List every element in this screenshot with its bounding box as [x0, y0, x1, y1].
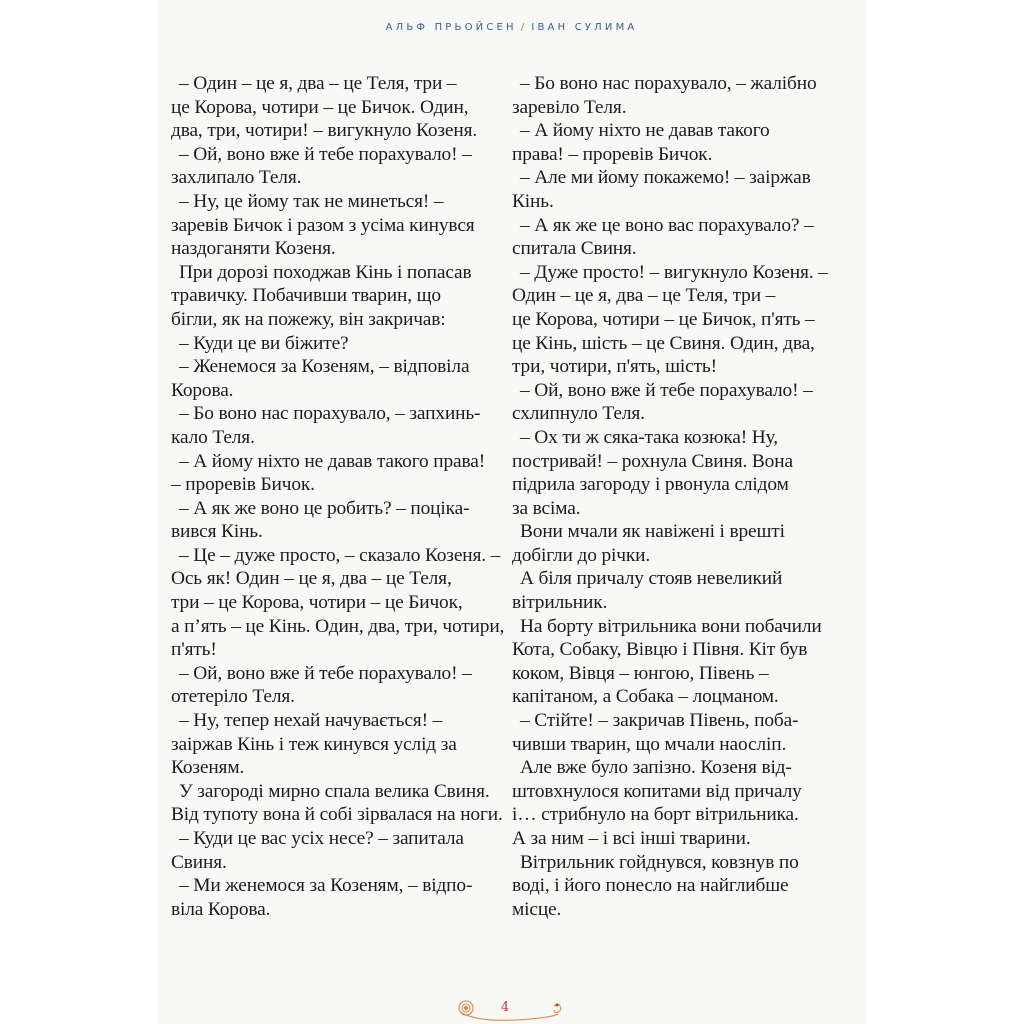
text-line: два, три, чотири! – вигукнуло Козеня.	[171, 120, 478, 142]
text-line: за всіма.	[512, 497, 581, 519]
text-line: На борту вітрильника вони побачили	[520, 615, 822, 637]
text-line: це Кінь, шість – це Свиня. Один, два,	[512, 332, 815, 354]
text-line: схлипнуло Теля.	[512, 403, 645, 425]
text-line: Ось як! Один – це я, два – це Теля,	[171, 568, 452, 590]
text-line: постривай! – рохнула Свиня. Вона	[512, 450, 793, 472]
text-line: – Стійте! – закричав Півень, поба-	[520, 710, 799, 732]
text-line: – Один – це я, два – це Теля, три –	[179, 73, 457, 94]
text-line: це Корова, чотири – це Бичок, п'ять –	[512, 308, 815, 330]
text-line: – Бо воно нас порахувало, – жалібно	[520, 73, 817, 94]
text-line: Але вже було запізно. Козеня від-	[520, 757, 792, 779]
text-line: три – це Корова, чотири – це Бичок,	[171, 592, 463, 614]
text-line: капітаном, а Собака – лоцманом.	[512, 686, 779, 708]
text-line: травичку. Побачивши тварин, що	[171, 285, 441, 307]
text-line: права! – проревів Бичок.	[512, 143, 713, 165]
text-line: Вони мчали як навіжені і врешті	[520, 521, 785, 543]
text-line: – А як же це воно вас порахувало? –	[520, 214, 814, 236]
page-number: 4	[500, 1000, 510, 1015]
page-folio	[157, 996, 866, 1024]
text-line: При дорозі походжав Кінь і попасав	[179, 261, 472, 283]
text-line: отетеріло Теля.	[171, 686, 295, 708]
text-line: спитала Свиня.	[512, 238, 637, 260]
text-line: Кінь.	[512, 190, 554, 212]
text-line: – Ну, це йому так не минеться! –	[179, 190, 444, 212]
text-line: – А йому ніхто не давав такого	[520, 120, 770, 142]
text-line: і… стрибнуло на борт вітрильника.	[512, 804, 799, 826]
text-line: штовхнулося копитами від причалу	[512, 780, 802, 802]
text-line: чивши тварин, що мчали наосліп.	[512, 733, 787, 755]
text-line: – Ой, воно вже й тебе порахувало! –	[179, 143, 472, 165]
text-line: А за ним – і всі інші тварини.	[512, 828, 751, 849]
header-author: АЛЬФ ПРЬОЙСЕН	[385, 22, 517, 33]
text-line: Кота, Собаку, Вівцю і Півня. Кіт був	[512, 639, 808, 661]
text-line: коком, Вівця – юнгою, Півень –	[512, 662, 769, 684]
text-line: бігли, як на пожежу, він закричав:	[171, 308, 446, 330]
text-line: А біля причалу стояв невеликий	[520, 568, 783, 590]
text-line: це Корова, чотири – це Бичок. Один,	[171, 96, 469, 118]
text-line: – А як же воно це робить? – поціка-	[179, 497, 470, 519]
text-line: Корова.	[171, 379, 234, 401]
text-line: кало Теля.	[171, 426, 255, 448]
header-illustrator: ІВАН СУЛИМА	[531, 22, 638, 33]
running-header	[157, 22, 866, 33]
text-line: – Ой, воно вже й тебе порахувало! –	[520, 379, 813, 401]
text-line: Козеням.	[171, 757, 245, 779]
text-line: – Ну, тепер нехай начувається! –	[179, 710, 443, 732]
text-line: – Але ми йому покажемо! – заіржав	[520, 167, 811, 189]
text-line: – А йому ніхто не давав такого права!	[179, 450, 486, 472]
header-separator: /	[520, 22, 528, 33]
text-line: заревіло Теля.	[512, 96, 627, 118]
text-line: добігли до річки.	[512, 544, 651, 566]
spiral-flourish-icon	[456, 996, 576, 1022]
text-line: вився Кінь.	[171, 521, 263, 543]
text-line: вітрильник.	[512, 592, 608, 614]
text-line: а п’ять – це Кінь. Один, два, три, чотири,	[171, 615, 505, 637]
text-line: п'ять!	[171, 639, 217, 661]
text-line: наздоганяти Козеня.	[171, 238, 336, 260]
right-text-column	[512, 72, 842, 921]
text-line: захлипало Теля.	[171, 167, 302, 189]
text-line: підрила загороду і рвонула слідом	[512, 474, 789, 496]
text-line: – Ох ти ж сяка-така козюка! Ну,	[520, 426, 778, 448]
text-line: – Ми женемося за Козеням, – відпо-	[179, 875, 473, 897]
text-line: віла Корова.	[171, 898, 271, 920]
text-line: – Це – дуже просто, – сказало Козеня. –	[179, 544, 501, 566]
text-line: – Дуже просто! – вигукнуло Козеня. –	[520, 261, 828, 283]
text-line: – Куди це ви біжите?	[179, 332, 349, 354]
text-line: У загороді мирно спала велика Свиня.	[179, 780, 490, 802]
text-line: Свиня.	[171, 851, 227, 873]
text-line: – проревів Бичок.	[171, 474, 315, 496]
text-line: три, чотири, п'ять, шість!	[512, 356, 717, 378]
text-line: – Ой, воно вже й тебе порахувало! –	[179, 662, 472, 684]
text-line: – Куди це вас усіх несе? – запитала	[179, 828, 464, 849]
text-line: Від тупоту вона й собі зірвалася на ноги.	[171, 804, 503, 826]
text-line: Один – це я, два – це Теля, три –	[512, 285, 776, 307]
text-line: Вітрильник гойднувся, ковзнув по	[520, 851, 799, 873]
text-line: заіржав Кінь і теж кинувся услід за	[171, 733, 457, 755]
left-text-column	[171, 72, 505, 921]
text-line: місце.	[512, 898, 562, 920]
text-line: воді, і його понесло на найглибше	[512, 875, 789, 897]
text-line: заревів Бичок і разом з усіма кинувся	[171, 214, 475, 236]
book-page	[157, 0, 866, 1024]
text-line: – Женемося за Козеням, – відповіла	[179, 356, 470, 378]
text-line: – Бо воно нас порахувало, – запхинь-	[179, 403, 481, 425]
